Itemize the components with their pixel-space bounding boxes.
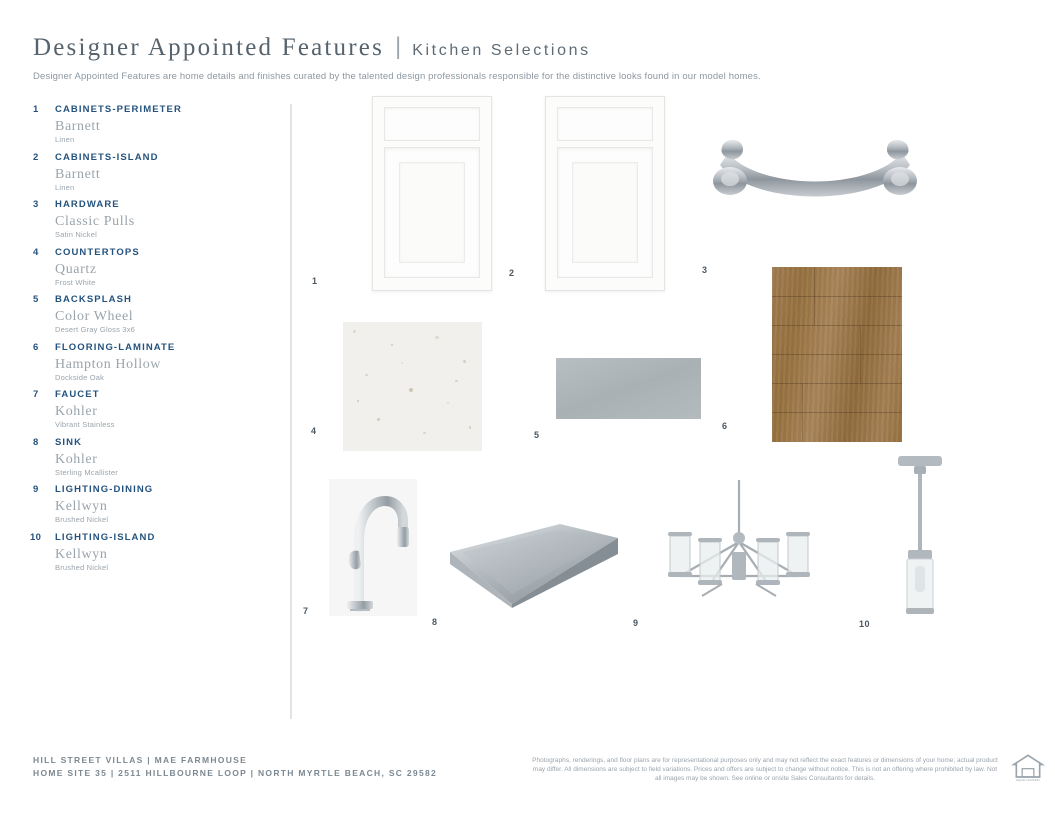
legend-product-desc: Frost White (55, 277, 96, 287)
cabinet-perimeter-image (372, 96, 492, 291)
legend-product-desc: Sterling Mcallister (55, 467, 118, 477)
legend-number: 9 (33, 484, 39, 495)
legend-number: 10 (30, 531, 42, 543)
backsplash-tile-swatch (556, 358, 701, 419)
cabinet-door-frame (557, 147, 653, 278)
legend-product-name: Color Wheel (55, 309, 134, 324)
page-title-main: Designer Appointed Features (33, 34, 385, 61)
legend-number: 3 (33, 199, 39, 210)
label-countertop: 4 (311, 426, 317, 436)
legend-product-desc: Brushed Nickel (55, 562, 109, 572)
svg-text:EQUAL HOUSING: EQUAL HOUSING (1016, 778, 1040, 782)
community-name: HILL STREET VILLAS | MAE FARMHOUSE (33, 755, 248, 765)
lighting-island-image (890, 452, 950, 622)
legend-product-name: Classic Pulls (55, 214, 135, 229)
legend-category: CABINETS-ISLAND (55, 151, 159, 163)
legend-product-name: Kohler (55, 451, 98, 467)
cabinet-pull-image (700, 135, 930, 215)
legend-product-name: Hampton Hollow (55, 356, 162, 372)
legend-category: COUNTERTOPS (55, 246, 140, 258)
cabinet-island-image (545, 96, 665, 291)
legend-product-desc: Linen (55, 135, 75, 144)
legend-product-desc: Brushed Nickel (55, 515, 109, 524)
legend-product-desc: Vibrant Stainless (55, 420, 115, 429)
legend-product-desc: Desert Gray Gloss 3x6 (55, 325, 136, 334)
legend-category: BACKSPLASH (55, 294, 132, 305)
legend-number: 8 (33, 436, 39, 448)
flooring-laminate-swatch (772, 267, 902, 442)
label-lighting-island: 10 (859, 619, 871, 629)
legend-product-name: Barnett (55, 119, 101, 134)
label-cabinet-island: 2 (509, 268, 515, 278)
legend-category: LIGHTING-DINING (55, 484, 154, 495)
legend-number: 7 (33, 389, 39, 400)
legend-number: 1 (33, 104, 39, 115)
cabinet-door-panel (399, 162, 465, 263)
cabinet-rail (384, 107, 480, 141)
label-backsplash: 5 (534, 430, 540, 440)
legend-product-name: Kellwyn (55, 546, 108, 562)
legend-product-desc: Dockside Oak (55, 372, 105, 382)
legend-category: LIGHTING-ISLAND (55, 531, 156, 543)
label-lighting-dining: 9 (633, 618, 639, 628)
legend-category: HARDWARE (55, 199, 120, 210)
cabinet-door-frame (384, 147, 480, 278)
community-info (33, 754, 437, 780)
legend-product-name: Kohler (55, 404, 98, 419)
label-cabinet-perimeter: 1 (312, 276, 318, 286)
faucet-image (329, 479, 417, 616)
community-address: HOME SITE 35 | 2511 HILLBOURNE LOOP | NORTH MYRTLE BEACH, SC 29582 (33, 768, 438, 778)
legend-category: FAUCET (55, 389, 100, 400)
label-faucet: 7 (303, 606, 309, 616)
label-hardware: 3 (702, 265, 708, 275)
countertop-quartz-swatch (343, 322, 482, 451)
legend-product-desc: Linen (55, 182, 75, 192)
legend-product-name: Quartz (55, 261, 97, 277)
legend-category: CABINETS-PERIMETER (55, 104, 182, 115)
legal-disclaimer: Photographs, renderings, and floor plans are for representational purposes only and may not reflect the exact features or dimensions of your home; actual product may differ. All dimensions are subject to field variations. Prices and offers are subject to change without notice. This is not an offering where prohibited by law. Not all images may be shown. See online or onsite Sales Consultants for details. (532, 757, 998, 782)
legend-category: FLOORING-LAMINATE (55, 341, 176, 353)
page-title-sub: Kitchen Selections (412, 42, 591, 59)
lighting-dining-image (662, 480, 817, 615)
label-sink: 8 (432, 617, 438, 627)
sink-image (442, 520, 622, 610)
equal-housing-icon (1011, 752, 1045, 782)
page-subtitle: Designer Appointed Features are home details and finishes curated by the talented design professionals responsible for the distinctive looks found in our model homes. (33, 71, 761, 82)
title-separator: | (395, 33, 402, 60)
cabinet-rail (557, 107, 653, 141)
legend-number: 5 (33, 294, 39, 305)
legend-product-desc: Satin Nickel (55, 230, 97, 239)
legend-number: 4 (33, 246, 39, 258)
legend-product-name: Kellwyn (55, 499, 108, 514)
legend-number: 2 (33, 151, 39, 163)
label-flooring: 6 (722, 421, 728, 431)
legend-product-name: Barnett (55, 166, 101, 182)
legend-number: 6 (33, 341, 39, 353)
cabinet-door-panel (572, 162, 638, 263)
legend-category: SINK (55, 436, 83, 448)
